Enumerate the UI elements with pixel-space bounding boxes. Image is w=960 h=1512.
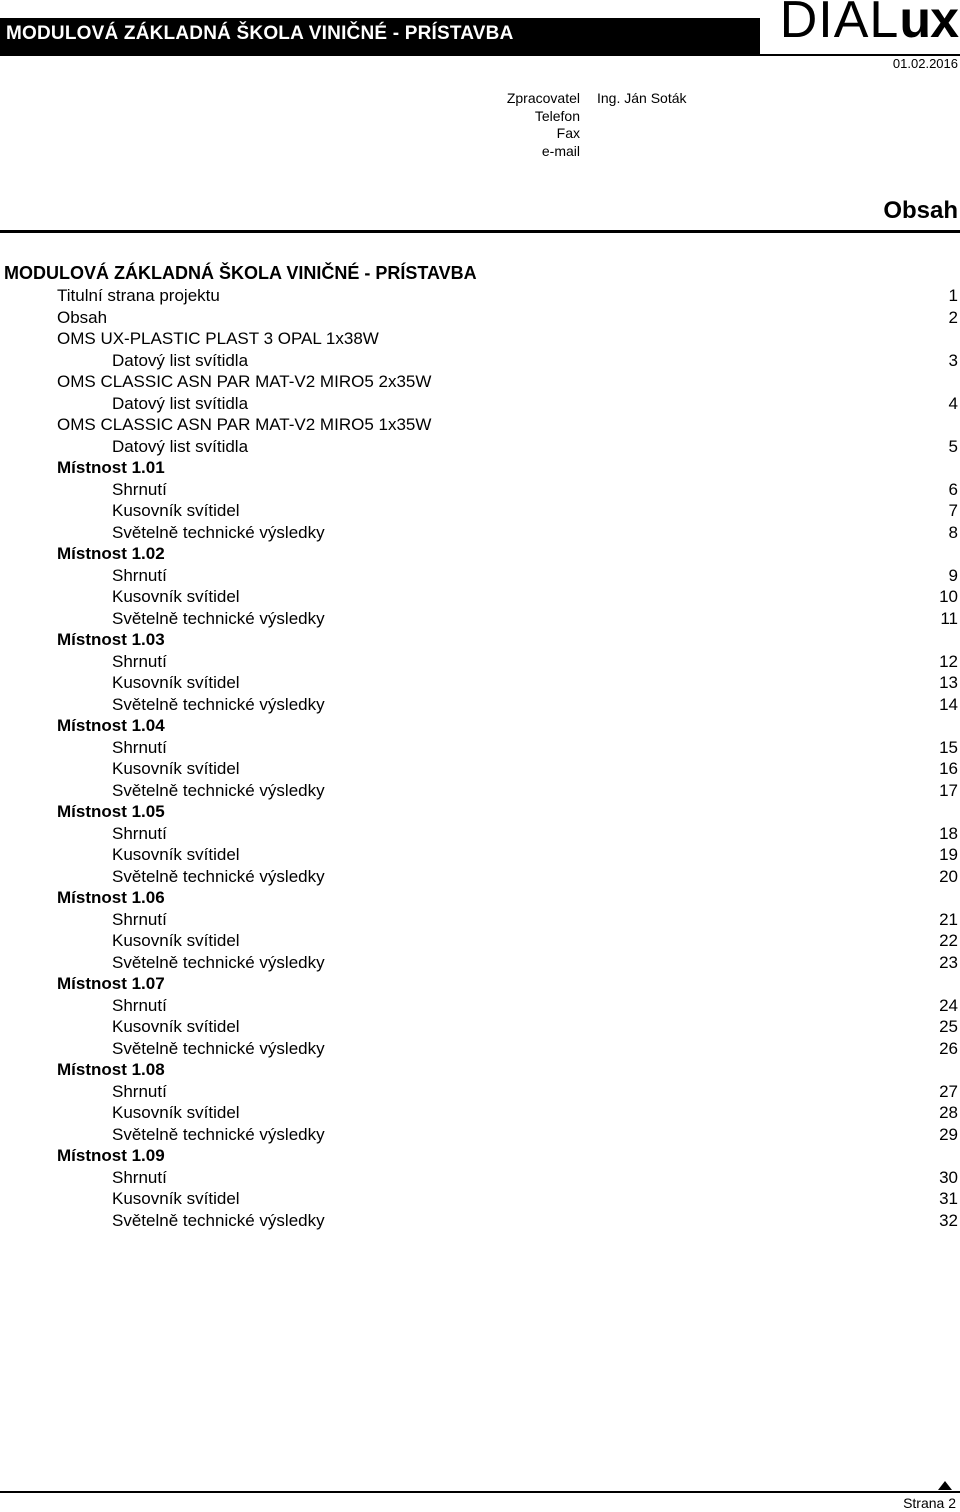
toc-entry [0, 500, 960, 522]
toc-entry-label: Světelně technické výsledky [112, 1124, 325, 1144]
toc-entry-page: 15 [939, 737, 958, 757]
toc-entry-label: Místnost 1.07 [57, 974, 165, 993]
toc-entry [0, 952, 960, 974]
toc-entry-label: Kusovník svítidel [112, 1103, 240, 1122]
toc-entry-page: 26 [939, 1038, 958, 1058]
toc-entry-page: 32 [939, 1210, 958, 1230]
toc-entry-page: 14 [939, 694, 958, 714]
toc-entry [0, 608, 960, 630]
toc-entry [0, 737, 960, 759]
toc-entry [0, 414, 960, 436]
toc-entry [0, 371, 960, 393]
meta-labels [507, 90, 580, 160]
toc-entry-label: Datový list svítidla [112, 436, 249, 456]
toc-entry-page: 23 [939, 952, 958, 972]
toc-entry [0, 973, 960, 995]
toc-entry [0, 1059, 960, 1081]
meta-label-email: e-mail [541, 142, 580, 159]
toc-entry-label: Shrnutí [112, 565, 167, 585]
toc-entry-label: Místnost 1.09 [57, 1146, 165, 1165]
toc-entry [0, 307, 960, 329]
toc-entry-label: Místnost 1.08 [57, 1060, 165, 1079]
toc-entry [0, 1210, 960, 1232]
toc-entry-page: 13 [939, 673, 958, 692]
toc-entry-page: 19 [939, 845, 958, 864]
page-title: Obsah [883, 197, 958, 224]
toc-entry [0, 457, 960, 479]
footer-page-number: Strana 2 [903, 1495, 956, 1511]
toc-entry-label: Světelně technické výsledky [112, 1210, 325, 1230]
toc-entry-label: Shrnutí [112, 1167, 167, 1187]
toc-entry-page: 17 [939, 780, 958, 800]
footer-triangle-icon [938, 1481, 952, 1490]
dialux-logo [779, 0, 958, 49]
toc-entry [0, 285, 960, 307]
toc-entry [0, 909, 960, 931]
table-of-contents [0, 285, 960, 1231]
toc-entry-label: Místnost 1.01 [57, 458, 165, 477]
toc-entry [0, 1038, 960, 1060]
toc-entry-page: 22 [939, 931, 958, 950]
toc-entry-page: 6 [948, 479, 958, 499]
toc-entry [0, 887, 960, 909]
toc-entry-label: Světelně technické výsledky [112, 694, 325, 714]
toc-entry [0, 1145, 960, 1167]
toc-entry-page: 31 [939, 1189, 958, 1208]
toc-entry-label: Kusovník svítidel [112, 1017, 240, 1036]
toc-entry [0, 844, 960, 866]
header-rule [0, 54, 960, 56]
toc-entry [0, 1081, 960, 1103]
toc-entry-label: Světelně technické výsledky [112, 780, 325, 800]
logo-text-lux: ux [899, 0, 958, 49]
toc-entry [0, 1188, 960, 1210]
toc-entry-page: 25 [939, 1017, 958, 1036]
toc-entry [0, 328, 960, 350]
toc-entry [0, 995, 960, 1017]
toc-entry-label: Shrnutí [112, 1081, 167, 1101]
toc-entry-label: Světelně technické výsledky [112, 866, 325, 886]
toc-entry-page: 5 [948, 436, 958, 456]
toc-entry [0, 629, 960, 651]
toc-entry-page: 1 [948, 286, 958, 305]
toc-entry [0, 1167, 960, 1189]
toc-entry-label: Místnost 1.04 [57, 716, 165, 735]
toc-entry-label: OMS CLASSIC ASN PAR MAT-V2 MIRO5 2x35W [57, 372, 432, 391]
meta-label-author: Zpracovatel [506, 90, 580, 106]
toc-entry-label: Místnost 1.06 [57, 888, 165, 907]
toc-entry-page: 27 [939, 1081, 958, 1101]
toc-entry [0, 672, 960, 694]
toc-entry [0, 780, 960, 802]
toc-entry-label: Shrnutí [112, 737, 167, 757]
logo-text-dia: DIAL [779, 0, 900, 49]
toc-entry [0, 758, 960, 780]
toc-entry [0, 715, 960, 737]
toc-entry-label: OMS UX-PLASTIC PLAST 3 OPAL 1x38W [57, 329, 379, 348]
toc-entry [0, 522, 960, 544]
toc-entry-page: 30 [939, 1167, 958, 1187]
meta-values [597, 90, 687, 108]
toc-entry [0, 479, 960, 501]
toc-entry-page: 8 [948, 522, 958, 542]
toc-entry [0, 866, 960, 888]
toc-entry-label: Kusovník svítidel [112, 845, 240, 864]
toc-entry-label: Světelně technické výsledky [112, 608, 325, 628]
footer-rule [0, 1491, 960, 1493]
toc-entry [0, 801, 960, 823]
toc-entry-label: Shrnutí [112, 651, 167, 671]
header-bar [0, 18, 760, 54]
toc-entry-label: Shrnutí [112, 909, 167, 929]
toc-entry-page: 29 [939, 1124, 958, 1144]
toc-entry-label: Kusovník svítidel [112, 673, 240, 692]
toc-entry [0, 930, 960, 952]
toc-entry [0, 436, 960, 458]
toc-entry-label: Titulní strana projektu [57, 286, 220, 305]
toc-entry-label: Světelně technické výsledky [112, 1038, 325, 1058]
toc-entry-label: Obsah [57, 307, 108, 327]
toc-entry-page: 28 [939, 1103, 958, 1122]
toc-entry-page: 2 [948, 307, 958, 327]
toc-entry-page: 20 [939, 866, 958, 886]
toc-entry-label: Datový list svítidla [112, 350, 249, 370]
meta-value-author: Ing. Ján Soták [597, 90, 687, 106]
toc-entry-label: OMS CLASSIC ASN PAR MAT-V2 MIRO5 1x35W [57, 415, 432, 434]
toc-entry [0, 543, 960, 565]
toc-entry-page: 11 [940, 608, 958, 628]
toc-entry-label: Místnost 1.02 [57, 544, 165, 563]
toc-entry [0, 1124, 960, 1146]
toc-entry-page: 12 [939, 651, 958, 671]
toc-entry-label: Světelně technické výsledky [112, 522, 325, 542]
header-project-title: MODULOVÁ ZÁKLADNÁ ŠKOLA VINIČNÉ - PRÍSTAVBA [6, 23, 514, 44]
toc-entry-label: Kusovník svítidel [112, 931, 240, 950]
toc-entry-label: Kusovník svítidel [112, 587, 240, 606]
toc-entry-label: Světelně technické výsledky [112, 952, 325, 972]
toc-entry-page: 9 [948, 565, 958, 585]
toc-entry-label: Shrnutí [112, 995, 167, 1015]
toc-entry [0, 651, 960, 673]
toc-entry-page: 3 [948, 350, 958, 370]
toc-entry-label: Kusovník svítidel [112, 501, 240, 520]
heading-rule [0, 230, 960, 233]
document-date: 01.02.2016 [892, 56, 958, 71]
toc-entry-page: 16 [939, 759, 958, 778]
toc-entry-page: 21 [939, 909, 958, 929]
toc-entry [0, 565, 960, 587]
toc-entry-page: 18 [939, 823, 958, 843]
meta-label-fax: Fax [556, 125, 580, 141]
toc-entry [0, 393, 960, 415]
toc-entry [0, 1102, 960, 1124]
toc-entry-label: Datový list svítidla [112, 393, 249, 413]
toc-entry [0, 694, 960, 716]
toc-entry [0, 1016, 960, 1038]
toc-entry-label: Kusovník svítidel [112, 759, 240, 778]
toc-entry-label: Kusovník svítidel [112, 1189, 240, 1208]
toc-entry-page: 7 [948, 501, 958, 520]
toc-entry-label: Místnost 1.03 [57, 630, 165, 649]
toc-entry [0, 586, 960, 608]
meta-label-phone: Telefon [534, 107, 580, 124]
toc-entry [0, 823, 960, 845]
toc-entry-label: Místnost 1.05 [57, 802, 165, 821]
toc-entry-page: 10 [939, 587, 958, 606]
toc-entry-label: Shrnutí [112, 479, 167, 499]
toc-entry-page: 4 [948, 393, 958, 413]
toc-entry-page: 24 [939, 995, 958, 1015]
toc-entry-label: Shrnutí [112, 823, 167, 843]
toc-project-title: MODULOVÁ ZÁKLADNÁ ŠKOLA VINIČNÉ - PRÍSTAVBA [4, 263, 477, 283]
toc-entry [0, 350, 960, 372]
